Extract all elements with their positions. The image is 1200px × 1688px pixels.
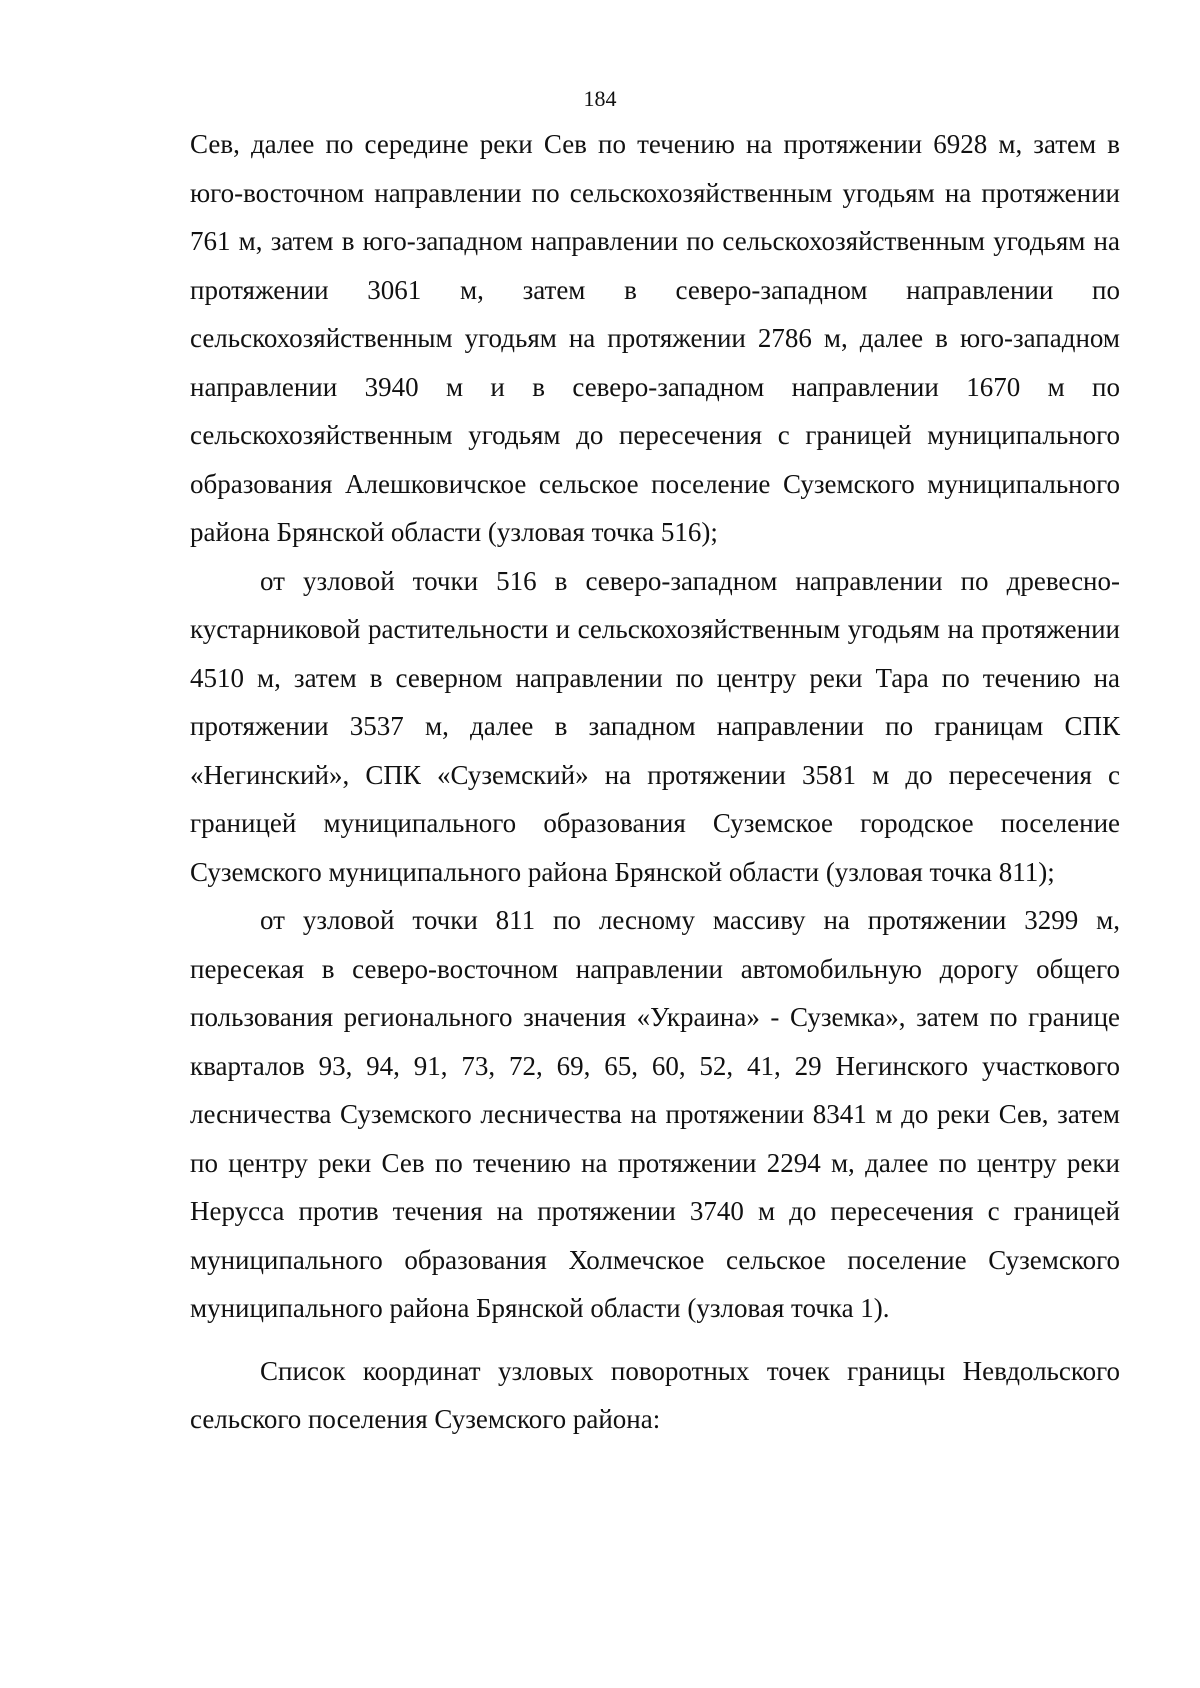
boundary-paragraph-point-516: от узловой точки 516 в северо-западном направлении по древесно-кустарниковой растительности и сельскохозяйственным угодьям на протяжении 4510 м, затем в северном направлении по центру реки Тара по течению на протяжении 3537 м, далее в западном направлении по границам СПК «Негинский», СПК «Суземский» на протяжении 3581 м до пересечения с границей муниципального образования Суземское городское поселение Суземского муниципального района Брянской области (узловая точка 811); xyxy=(190,565,1120,887)
coordinates-list-intro: Список координат узловых поворотных точек границы Невдольского сельского поселения Суземского района: xyxy=(190,1355,1120,1434)
boundary-paragraph-continuation: Сев, далее по середине реки Сев по течению на протяжении 6928 м, затем в юго-восточном направлении по сельскохозяйственным угодьям на протяжении 761 м, затем в юго-западном направлении по сельскохозяйственным угодьям на протяжении 3061 м, затем в северо-западном направлении по сельскохозяйственным угодьям на протяжении 2786 м, далее в юго-западном направлении 3940 м и в северо-западном направлении 1670 м по сельскохозяйственным угодьям до пересечения с границей муниципального образования Алешковичское сельское поселение Суземского муниципального района Брянской области (узловая точка 516); xyxy=(190,129,1120,547)
document-body xyxy=(190,120,1120,1444)
page-number: 184 xyxy=(583,86,617,111)
boundary-paragraph-point-811: от узловой точки 811 по лесному массиву на протяжении 3299 м, пересекая в северо-восточном направлении автомобильную дорогу общего пользования регионального значения «Украина» - Суземка», затем по границе кварталов 93, 94, 91, 73, 72, 69, 65, 60, 52, 41, 29 Негинского участкового лесничества Суземского лесничества на протяжении 8341 м до реки Сев, затем по центру реки Сев по течению на протяжении 2294 м, далее по центру реки Нерусса против течения на протяжении 3740 м до пересечения с границей муниципального образования Холмечское сельское поселение Суземского муниципального района Брянской области (узловая точка 1). xyxy=(190,905,1120,1323)
